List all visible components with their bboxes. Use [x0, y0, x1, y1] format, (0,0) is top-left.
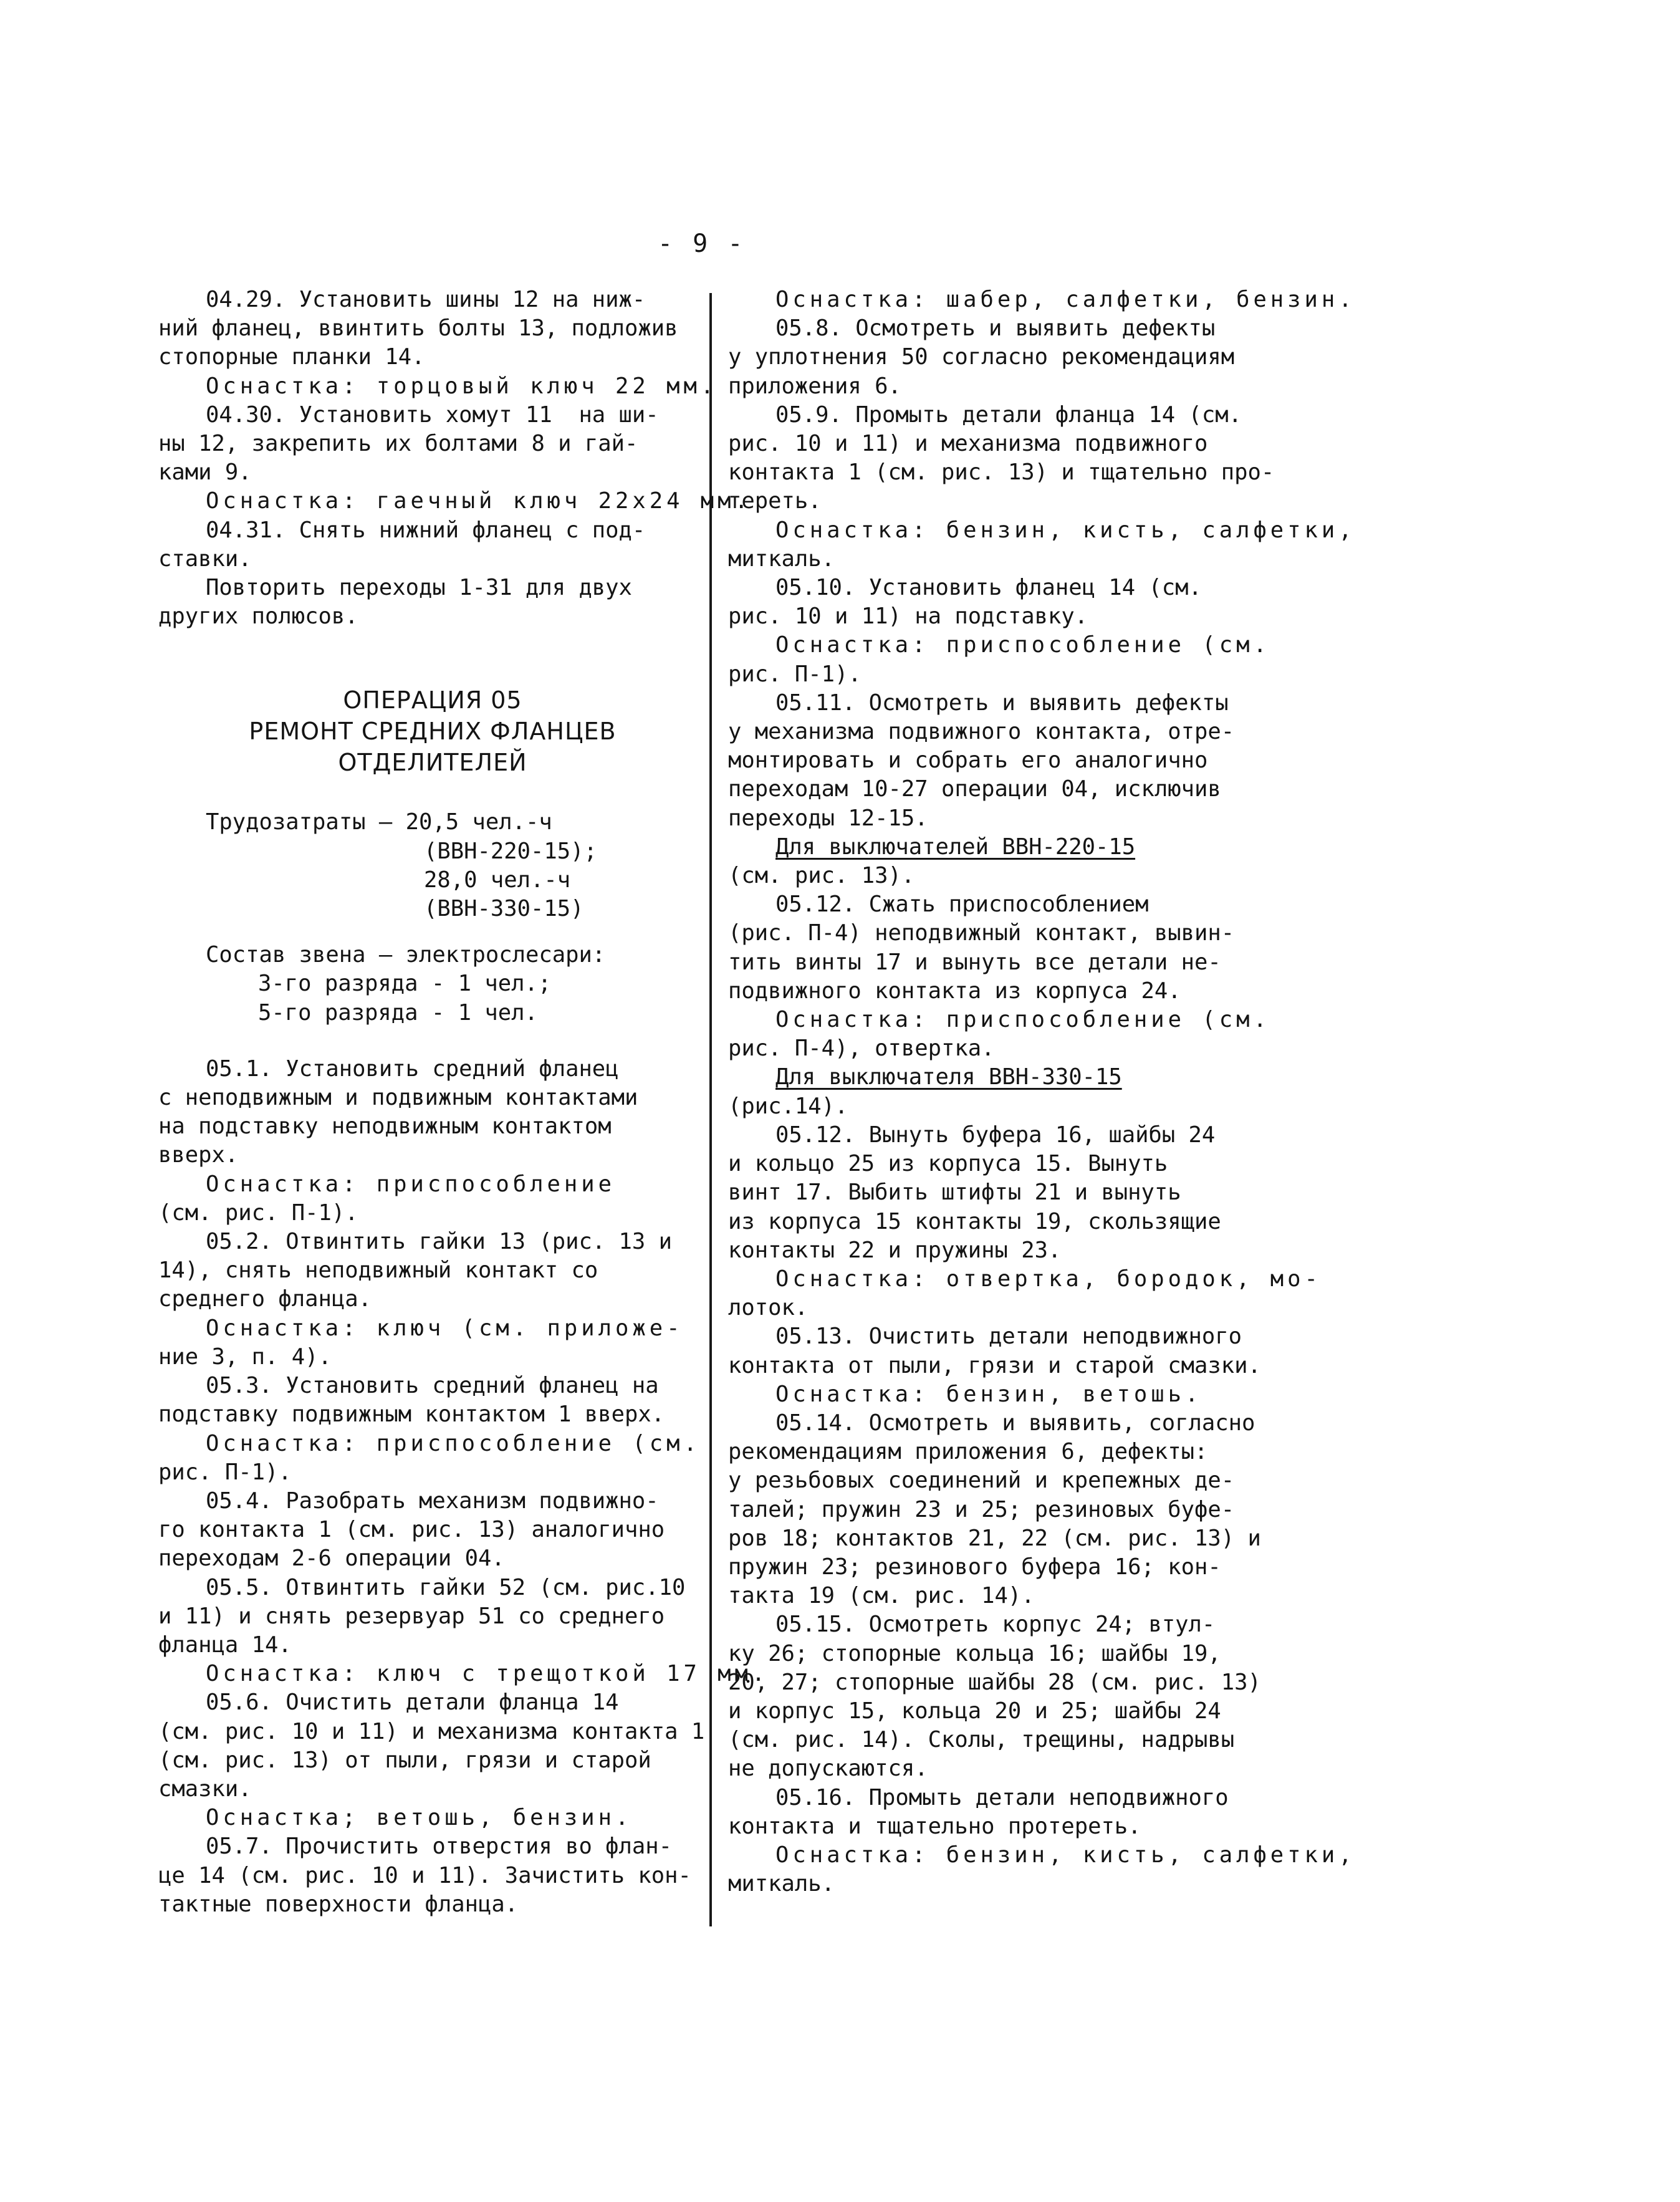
- text-line: 05.8. Осмотреть и выявить дефекты: [775, 315, 1216, 342]
- labor-line: Трудозатраты — 20,5 чел.-ч: [206, 809, 552, 835]
- text-line: тить винты 17 и вынуть все детали не-: [728, 949, 1221, 975]
- equipment-line: Оснастка: ключ (см. приложе-: [206, 1315, 684, 1341]
- text-line: с неподвижным и подвижным контактами: [158, 1085, 638, 1111]
- text-line: 14), снять неподвижный контакт со: [158, 1257, 598, 1284]
- text-line: контакты 22 и пружины 23.: [728, 1237, 1062, 1263]
- section-heading-vvn-220: Для выключателей ВВН-220-15: [775, 834, 1136, 860]
- text-line: рис. П-1).: [728, 661, 862, 687]
- text-line: 05.16. Промыть детали неподвижного: [775, 1784, 1229, 1810]
- text-line: винт 17. Выбить штифты 21 и вынуть: [728, 1180, 1181, 1206]
- text-line: 05.12. Вынуть буфера 16, шайбы 24: [775, 1122, 1216, 1148]
- equipment-line: Оснастка: шабер, салфетки, бензин.: [775, 287, 1356, 312]
- text-line: ками 9.: [158, 459, 252, 486]
- text-line: и 11) и снять резервуар 51 со среднего: [158, 1603, 665, 1629]
- equipment-line: Оснастка: гаечный ключ 22х24 мм.: [206, 488, 752, 514]
- text-line: це 14 (см. рис. 10 и 11). Зачистить кон-: [158, 1862, 691, 1888]
- text-line: 04.29. Установить шины 12 на ниж-: [206, 287, 646, 312]
- text-line: тактные поверхности фланца.: [158, 1891, 519, 1917]
- text-line: (см. рис. 10 и 11) и механизма контакта 1: [158, 1718, 705, 1744]
- text-line: рис. П-1).: [158, 1459, 292, 1485]
- text-line: у уплотнения 50 согласно рекомендациям: [728, 344, 1235, 370]
- text-line: подвижного контакта из корпуса 24.: [728, 978, 1181, 1004]
- text-line: пружин 23; резинового буфера 16; кон-: [728, 1554, 1221, 1580]
- text-line: смазки.: [158, 1776, 252, 1802]
- operation-title-line: ОТДЕЛИТЕЛЕЙ: [338, 749, 527, 777]
- operation-title: [158, 685, 707, 778]
- text-line: рекомендациям приложения 6, дефекты:: [728, 1439, 1208, 1465]
- text-line: ний фланец, ввинтить болты 13, подложив: [158, 315, 678, 342]
- text-line: рис. 10 и 11) и механизма подвижного: [728, 431, 1208, 457]
- text-line: 05.2. Отвинтить гайки 13 (рис. 13 и: [206, 1229, 673, 1255]
- text-line: 05.10. Установить фланец 14 (см.: [775, 575, 1202, 601]
- text-line: на подставку неподвижным контактом: [158, 1113, 612, 1140]
- text-line: (рис.14).: [728, 1093, 848, 1119]
- equipment-line: Оснастка: приспособление (см.: [775, 632, 1270, 658]
- equipment-line: Оснастка: торцовый ключ 22 мм.: [206, 373, 718, 399]
- text-line: контакта 1 (см. рис. 13) и тщательно про-: [728, 459, 1275, 486]
- text-line: 05.7. Прочистить отверстия во флан-: [206, 1834, 673, 1860]
- text-line: (рис. П-4) неподвижный контакт, вывин-: [728, 920, 1235, 946]
- equipment-line: Оснастка; ветошь, бензин.: [206, 1805, 633, 1831]
- text-line: 05.13. Очистить детали неподвижного: [775, 1324, 1242, 1350]
- labor-line: 28,0 чел.-ч: [424, 867, 571, 893]
- operation-title-line: РЕМОНТ СРЕДНИХ ФЛАНЦЕВ: [249, 718, 617, 746]
- text-line: 05.14. Осмотреть и выявить, согласно: [775, 1410, 1255, 1436]
- equipment-line: Оснастка: бензин, ветошь.: [775, 1381, 1202, 1407]
- equipment-line: Оснастка: ключ с трещоткой 17 мм.: [206, 1661, 769, 1687]
- equipment-line: Оснастка: бензин, кисть, салфетки,: [775, 1842, 1356, 1868]
- operation-title-line: ОПЕРАЦИЯ 05: [343, 686, 522, 714]
- text-line: 05.11. Осмотреть и выявить дефекты: [775, 690, 1229, 716]
- text-line: ров 18; контактов 21, 22 (см. рис. 13) и: [728, 1525, 1261, 1551]
- text-line: переходам 10-27 операции 04, исключив: [728, 776, 1221, 802]
- text-line: подставку подвижным контактом 1 вверх.: [158, 1401, 665, 1428]
- text-line: вверх.: [158, 1142, 239, 1168]
- text-line: переходы 12-15.: [728, 805, 928, 831]
- text-line: (см. рис. 14). Сколы, трещины, надрывы: [728, 1727, 1235, 1753]
- crew-line: 3-го разряда - 1 чел.;: [258, 971, 552, 997]
- text-line: 05.5. Отвинтить гайки 52 (см. рис.10: [206, 1574, 686, 1600]
- text-line: 04.30. Установить хомут 11 на ши-: [206, 401, 659, 428]
- text-line: 20, 27; стопорные шайбы 28 (см. рис. 13): [728, 1669, 1261, 1695]
- text-line: других полюсов.: [158, 603, 358, 630]
- text-line: из корпуса 15 контакты 19, скользящие: [728, 1208, 1221, 1234]
- equipment-line: Оснастка: отвертка, бородок, мо-: [775, 1266, 1322, 1292]
- labor-line: (ВВН-220-15);: [424, 838, 597, 864]
- text-line: контакта от пыли, грязи и старой смазки.: [728, 1352, 1261, 1378]
- text-line: стопорные планки 14.: [158, 344, 425, 370]
- text-line: монтировать и собрать его аналогично: [728, 748, 1208, 774]
- equipment-line: Оснастка: приспособление (см.: [775, 1007, 1270, 1033]
- text-line: 04.31. Снять нижний фланец с под-: [206, 517, 646, 543]
- equipment-line: Оснастка: приспособление: [206, 1171, 615, 1197]
- text-line: 05.4. Разобрать механизм подвижно-: [206, 1488, 659, 1514]
- text-line: контакта и тщательно протереть.: [728, 1813, 1141, 1839]
- text-line: 05.6. Очистить детали фланца 14: [206, 1690, 619, 1716]
- text-line: миткаль.: [728, 546, 835, 572]
- text-line: и кольцо 25 из корпуса 15. Вынуть: [728, 1151, 1168, 1177]
- text-line: ку 26; стопорные кольца 16; шайбы 19,: [728, 1640, 1221, 1666]
- text-line: у механизма подвижного контакта, отре-: [728, 719, 1235, 745]
- text-line: у резьбовых соединений и крепежных де-: [728, 1468, 1235, 1494]
- right-column: [728, 286, 1356, 1898]
- text-line: тереть.: [728, 488, 822, 514]
- labor-line: (ВВН-330-15): [424, 896, 584, 922]
- text-line: (см. рис. 13) от пыли, грязи и старой: [158, 1747, 651, 1773]
- text-line: ние 3, п. 4).: [158, 1344, 332, 1370]
- text-line: 05.9. Промыть детали фланца 14 (см.: [775, 401, 1242, 428]
- text-line: ставки.: [158, 546, 252, 572]
- section-heading-vvn-330: Для выключателя ВВН-330-15: [775, 1064, 1122, 1090]
- crew-line: 5-го разряда - 1 чел.: [258, 999, 538, 1026]
- text-line: (см. рис. П-1).: [158, 1200, 358, 1226]
- text-line: фланца 14.: [158, 1632, 292, 1658]
- text-line: ны 12, закрепить их болтами 8 и гай-: [158, 431, 638, 457]
- text-line: не допускаются.: [728, 1756, 928, 1782]
- text-line: и корпус 15, кольца 20 и 25; шайбы 24: [728, 1698, 1221, 1724]
- text-line: миткаль.: [728, 1871, 835, 1897]
- text-line: талей; пружин 23 и 25; резиновых буфе-: [728, 1496, 1235, 1522]
- text-line: такта 19 (см. рис. 14).: [728, 1583, 1035, 1609]
- text-line: 05.15. Осмотреть корпус 24; втул-: [775, 1612, 1216, 1638]
- text-line: приложения 6.: [728, 373, 901, 399]
- text-line: рис. 10 и 11) на подставку.: [728, 603, 1088, 630]
- crew-line: Состав звена — электрослесари:: [206, 942, 606, 968]
- text-line: рис. П-4), отвертка.: [728, 1036, 995, 1062]
- text-line: (см. рис. 13).: [728, 863, 915, 889]
- text-line: 05.3. Установить средний фланец на: [206, 1373, 659, 1399]
- equipment-line: Оснастка: бензин, кисть, салфетки,: [775, 517, 1356, 543]
- text-line: 05.12. Сжать приспособлением: [775, 892, 1149, 918]
- text-line: среднего фланца.: [158, 1286, 372, 1312]
- text-line: переходам 2-6 операции 04.: [158, 1546, 505, 1572]
- equipment-line: Оснастка: приспособление (см.: [206, 1430, 701, 1456]
- text-line: Повторить переходы 1-31 для двух: [206, 575, 632, 601]
- page-number: - 9 -: [658, 229, 746, 258]
- text-line: лоток.: [728, 1295, 809, 1321]
- text-line: го контакта 1 (см. рис. 13) аналогично: [158, 1517, 665, 1543]
- text-line: 05.1. Установить средний фланец: [206, 1055, 619, 1082]
